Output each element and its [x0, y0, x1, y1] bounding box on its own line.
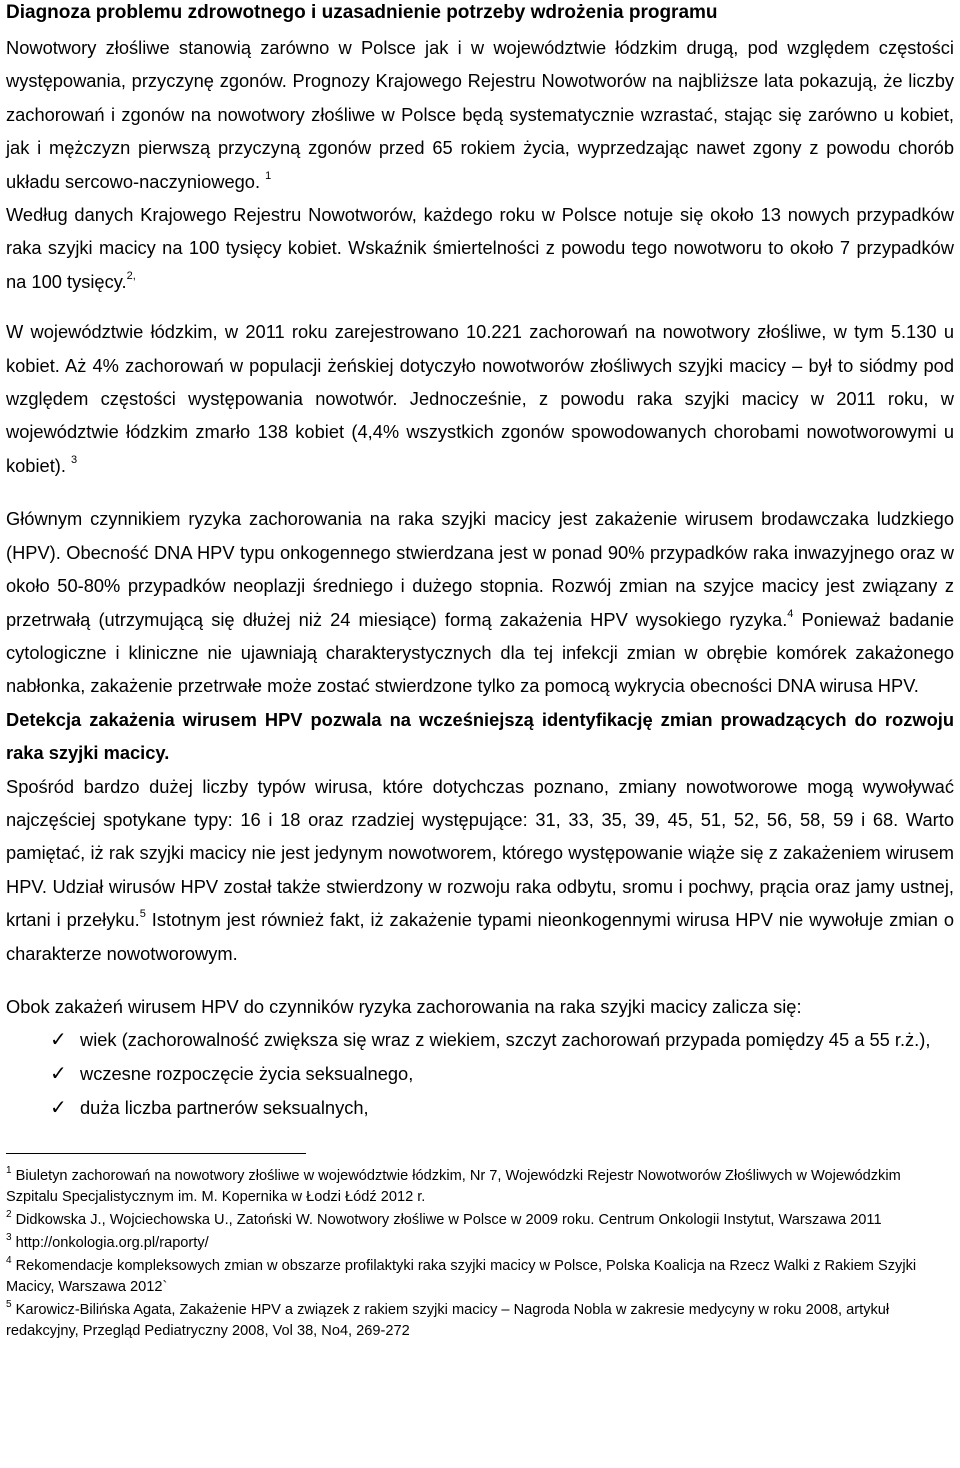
list-item-text: duża liczba partnerów seksualnych,: [80, 1097, 369, 1119]
footnote: [6, 1166, 954, 1208]
risk-factor-list: [6, 1023, 954, 1125]
paragraph-text: Spośród bardzo dużej liczby typów wirusa, które dotychczas poznano, zmiany nowotworowe mogą wywoływać najczęściej spotykane typy: 16 i 18 oraz rzadziej występujące: 31, 33, 35, 39, 45, 51, 52, 56, 58, 59 i 68. Warto pamiętać, iż rak szyjki macicy nie jest jedynym nowotworem, którego występowanie wiąże się z zakażeniem wirusem HPV. Udział wirusów HPV został także stwierdzony w rozwoju raka odbytu, sromu i pochwy, prącia oraz jamy ustnej, krtani i przełyku.: [6, 775, 954, 931]
paragraph-hpv-detection-bold: Detekcja zakażenia wirusem HPV pozwala na wcześniejszą identyfikację zmian prowadzących do rozwoju raka szyjki macicy.: [6, 708, 954, 764]
footnote-ref: 5: [139, 908, 146, 921]
footnote: [6, 1233, 954, 1254]
footnotes: [6, 1166, 954, 1342]
footnote: [6, 1256, 954, 1298]
list-item: [6, 1091, 954, 1125]
footnote-ref: 3: [71, 453, 78, 466]
paragraph-other-risk-factors: Obok zakażeń wirusem HPV do czynników ryzyka zachorowania na raka szyjki macicy zalicza się:: [6, 995, 802, 1017]
paragraph-text: Według danych Krajowego Rejestru Nowotworów, każdego roku w Polsce notuje się około 13 nowych przypadków raka szyjki macicy na 100 tysięcy kobiet. Wskaźnik śmiertelności z powodu tego nowotworu to około 7 przypadków na 100 tysięcy.: [6, 204, 954, 292]
checkmark-icon: ✓: [50, 1097, 67, 1120]
footnote-separator: [6, 1153, 306, 1154]
footnote-number: 5: [6, 1299, 12, 1311]
paragraph-text: Ponieważ badanie cytologiczne i kliniczne nie ujawniają charakterystycznych dla tej infekcji zmian w obrębie komórek zakażonego nabłonka, zakażenie przetrwałe może zostać stwierdzone tylko za pomocą wykrycia obecności DNA wirusa HPV.: [6, 608, 954, 697]
footnote-number: 3: [6, 1232, 12, 1244]
paragraph-text: W województwie łódzkim, w 2011 roku zarejestrowano 10.221 zachorowań na nowotwory złośliwe, w tym 5.130 u kobiet. Aż 4% zachorowań w populacji żeńskiej dotyczyło nowotworów złośliwych szyjki macicy – był to siódmy pod względem częstości występowania nowotwór. Jednocześnie, z powodu raka szyjki macicy w 2011 roku, w województwie łódzkim zmarło 138 kobiet (4,4% wszystkich zgonów spowodowanych chorobami nowotworowymi u kobiet).: [6, 321, 954, 476]
footnote-text: Rekomendacje kompleksowych zmian w obszarze profilaktyki raka szyjki macicy w Polsce, Polska Koalicja na Rzecz Walki z Rakiem Szyjki Macicy, Warszawa 2012`: [6, 1258, 917, 1296]
paragraph-text: Nowotwory złośliwe stanowią zarówno w Polsce jak i w województwie łódzkim drugą, pod względem częstości występowania, przyczynę zgonów. Prognozy Krajowego Rejestru Nowotworów na najbliższe lata pokazują, że liczby zachorowań i zgonów na nowotwory złośliwe w Polsce będą systematycznie wzrastać, stając się zarówno u kobiet, jak i mężczyzn pierwszą przyczyną zgonów przed 65 rokiem życia, wyprzedzając nawet zgony z powodu chorób układu sercowo-naczyniowego.: [6, 37, 954, 192]
section-heading: Diagnoza problemu zdrowotnego i uzasadnienie potrzeby wdrożenia programu: [6, 2, 718, 23]
footnote-ref: 4: [787, 607, 794, 620]
list-item: [6, 1023, 954, 1057]
list-item: [6, 1057, 954, 1091]
list-item-text: wczesne rozpoczęcie życia seksualnego,: [80, 1063, 414, 1085]
footnote-text: Karowicz-Bilińska Agata, Zakażenie HPV a związek z rakiem szyjki macicy – Nagroda Nobla w zakresie medycyny w roku 2008, artykuł redakcyjny, Przegląd Pediatryczny 2008, Vol 38, No4, 269-272: [6, 1302, 890, 1340]
paragraph-hpv-types: [6, 770, 954, 970]
checkmark-icon: ✓: [50, 1029, 67, 1052]
footnote-number: 4: [6, 1255, 12, 1267]
footnote: [6, 1210, 954, 1231]
paragraph-cervical-cancer-rates: [6, 198, 954, 298]
paragraph-text: Istotnym jest również fakt, iż zakażenie typami nieonkogennymi wirusa HPV nie wywołuje zmian o charakterze nowotworowym.: [6, 909, 955, 964]
footnote-ref: 1: [265, 169, 272, 182]
footnote-number: 2: [6, 1209, 12, 1221]
paragraph-text: Głównym czynnikiem ryzyka zachorowania na raka szyjki macicy jest zakażenie wirusem brodawczaka ludzkiego (HPV). Obecność DNA HPV typu onkogennego stwierdzana jest w ponad 90% przypadków raka inwazyjnego oraz w około 50-80% przypadków neoplazji średniego i dużego stopnia. Rozwój zmian na szyjce macicy jest związany z przetrwałą (utrzymującą się dłużej niż 24 miesiące) formą zakażenia HPV wysokiego ryzyka.: [6, 508, 954, 630]
paragraph-hpv-risk-factor: [6, 502, 954, 702]
checkmark-icon: ✓: [50, 1063, 67, 1086]
footnote: [6, 1300, 954, 1342]
footnote-number: 1: [6, 1165, 12, 1177]
footnote-text: Didkowska J., Wojciechowska U., Zatoński W. Nowotwory złośliwe w Polsce w 2009 roku. Centrum Onkologii Instytut, Warszawa 2011: [11, 1212, 882, 1229]
footnote-ref: 2,: [126, 269, 136, 282]
footnote-link[interactable]: http://onkologia.org.pl/raporty/: [11, 1235, 209, 1252]
paragraph-cancer-statistics: [6, 31, 954, 198]
list-item-text: wiek (zachorowalność zwiększa się wraz z wiekiem, szczyt zachorowań przypada pomiędzy 45 a 55 r.ż.),: [80, 1029, 931, 1051]
paragraph-lodz-statistics: [6, 315, 954, 482]
footnote-text: Biuletyn zachorowań na nowotwory złośliwe w województwie łódzkim, Nr 7, Wojewódzki Rejestr Nowotworów Złośliwych w Wojewódzkim Szpitalu Specjalistycznym im. M. Kopernika w Łodzi Łódź 2012 r.: [6, 1168, 901, 1206]
